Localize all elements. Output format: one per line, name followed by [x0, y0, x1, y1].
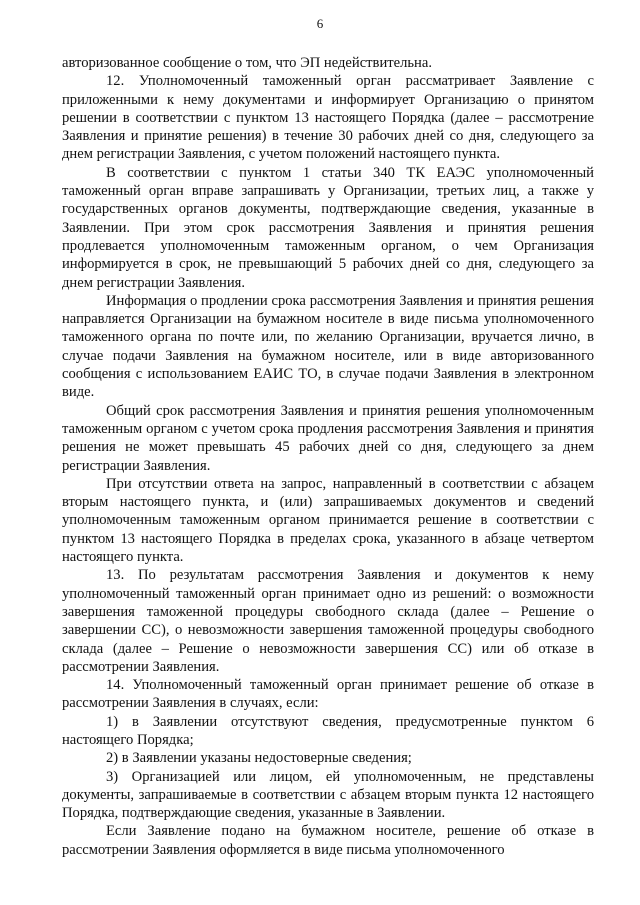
list-item: 3) Организацией или лицом, ей уполномоченным, не представлены документы, запрашиваемые в соответствии с абзацем вторым пункта 12 настоящего Порядка, подтверждающие сведения, указанные в Заявлении.	[62, 768, 594, 822]
paragraph: При отсутствии ответа на запрос, направленный в соответствии с абзацем вторым настоящего пункта, и (или) запрашиваемых документов и сведений уполномоченным таможенным органом принимается решение в соответствии с пунктом 13 настоящего Порядка в пределах срока, указанного в абзаце четвертом настоящего пункта.	[62, 475, 594, 566]
paragraph: авторизованное сообщение о том, что ЭП недействительна.	[62, 55, 432, 71]
paragraph: 12. Уполномоченный таможенный орган рассматривает Заявление с приложенными к нему документами и информирует Организацию о принятом решении в соответствии с пунктом 13 настоящего Порядка (далее – рассмотрение Заявления и принятие решения) в течение 30 рабочих дней со дня, следующего за днем регистрации Заявления, с учетом положений настоящего пункта.	[62, 73, 594, 163]
paragraph: 13. По результатам рассмотрения Заявления и документов к нему уполномоченный таможенный орган принимает одно из решений: о возможности завершения таможенной процедуры свободного склада (далее – Решение о завершении СС), о невозможности завершения таможенной процедуры свободного склада (далее – Решение о невозможности завершения СС) или об отказе в рассмотрении Заявления.	[62, 567, 594, 675]
document-body	[62, 54, 594, 859]
list-item: 1) в Заявлении отсутствуют сведения, предусмотренные пунктом 6 настоящего Порядка;	[62, 713, 594, 748]
paragraph: 14. Уполномоченный таможенный орган принимает решение об отказе в рассмотрении Заявления в случаях, если:	[62, 677, 594, 712]
paragraph: Общий срок рассмотрения Заявления и принятия решения уполномоченным таможенным органом с учетом срока продления рассмотрения Заявления и принятия решения не может превышать 45 рабочих дней со дня, следующего за днем регистрации Заявления.	[62, 402, 594, 474]
list-item: 2) в Заявлении указаны недостоверные сведения;	[106, 750, 412, 767]
paragraph: Информация о продлении срока рассмотрения Заявления и принятия решения направляется Организации на бумажном носителе в виде письма уполномоченного таможенного органа по почте или, по желанию Организации, вручается лично, в случае подачи Заявления на бумажном носителе, или в виде авторизованного сообщения с использованием ЕАИС ТО, в случае подачи Заявления в электронном виде.	[62, 292, 594, 401]
paragraph: Если Заявление подано на бумажном носителе, решение об отказе в рассмотрении Заявления оформляется в виде письма уполномоченного	[62, 823, 594, 858]
page-number: 6	[316, 16, 324, 31]
paragraph: В соответствии с пунктом 1 статьи 340 ТК ЕАЭС уполномоченный таможенный орган вправе запрашивать у Организации, третьих лиц, а также у государственных органов документы, подтверждающие сведения, указанные в Заявлении. При этом срок рассмотрения Заявления и принятия решения продлевается уполномоченным таможенным органом, о чем Организация информируется в срок, не превышающий 5 рабочих дней со дня, следующего за днем регистрации Заявления.	[62, 164, 594, 291]
